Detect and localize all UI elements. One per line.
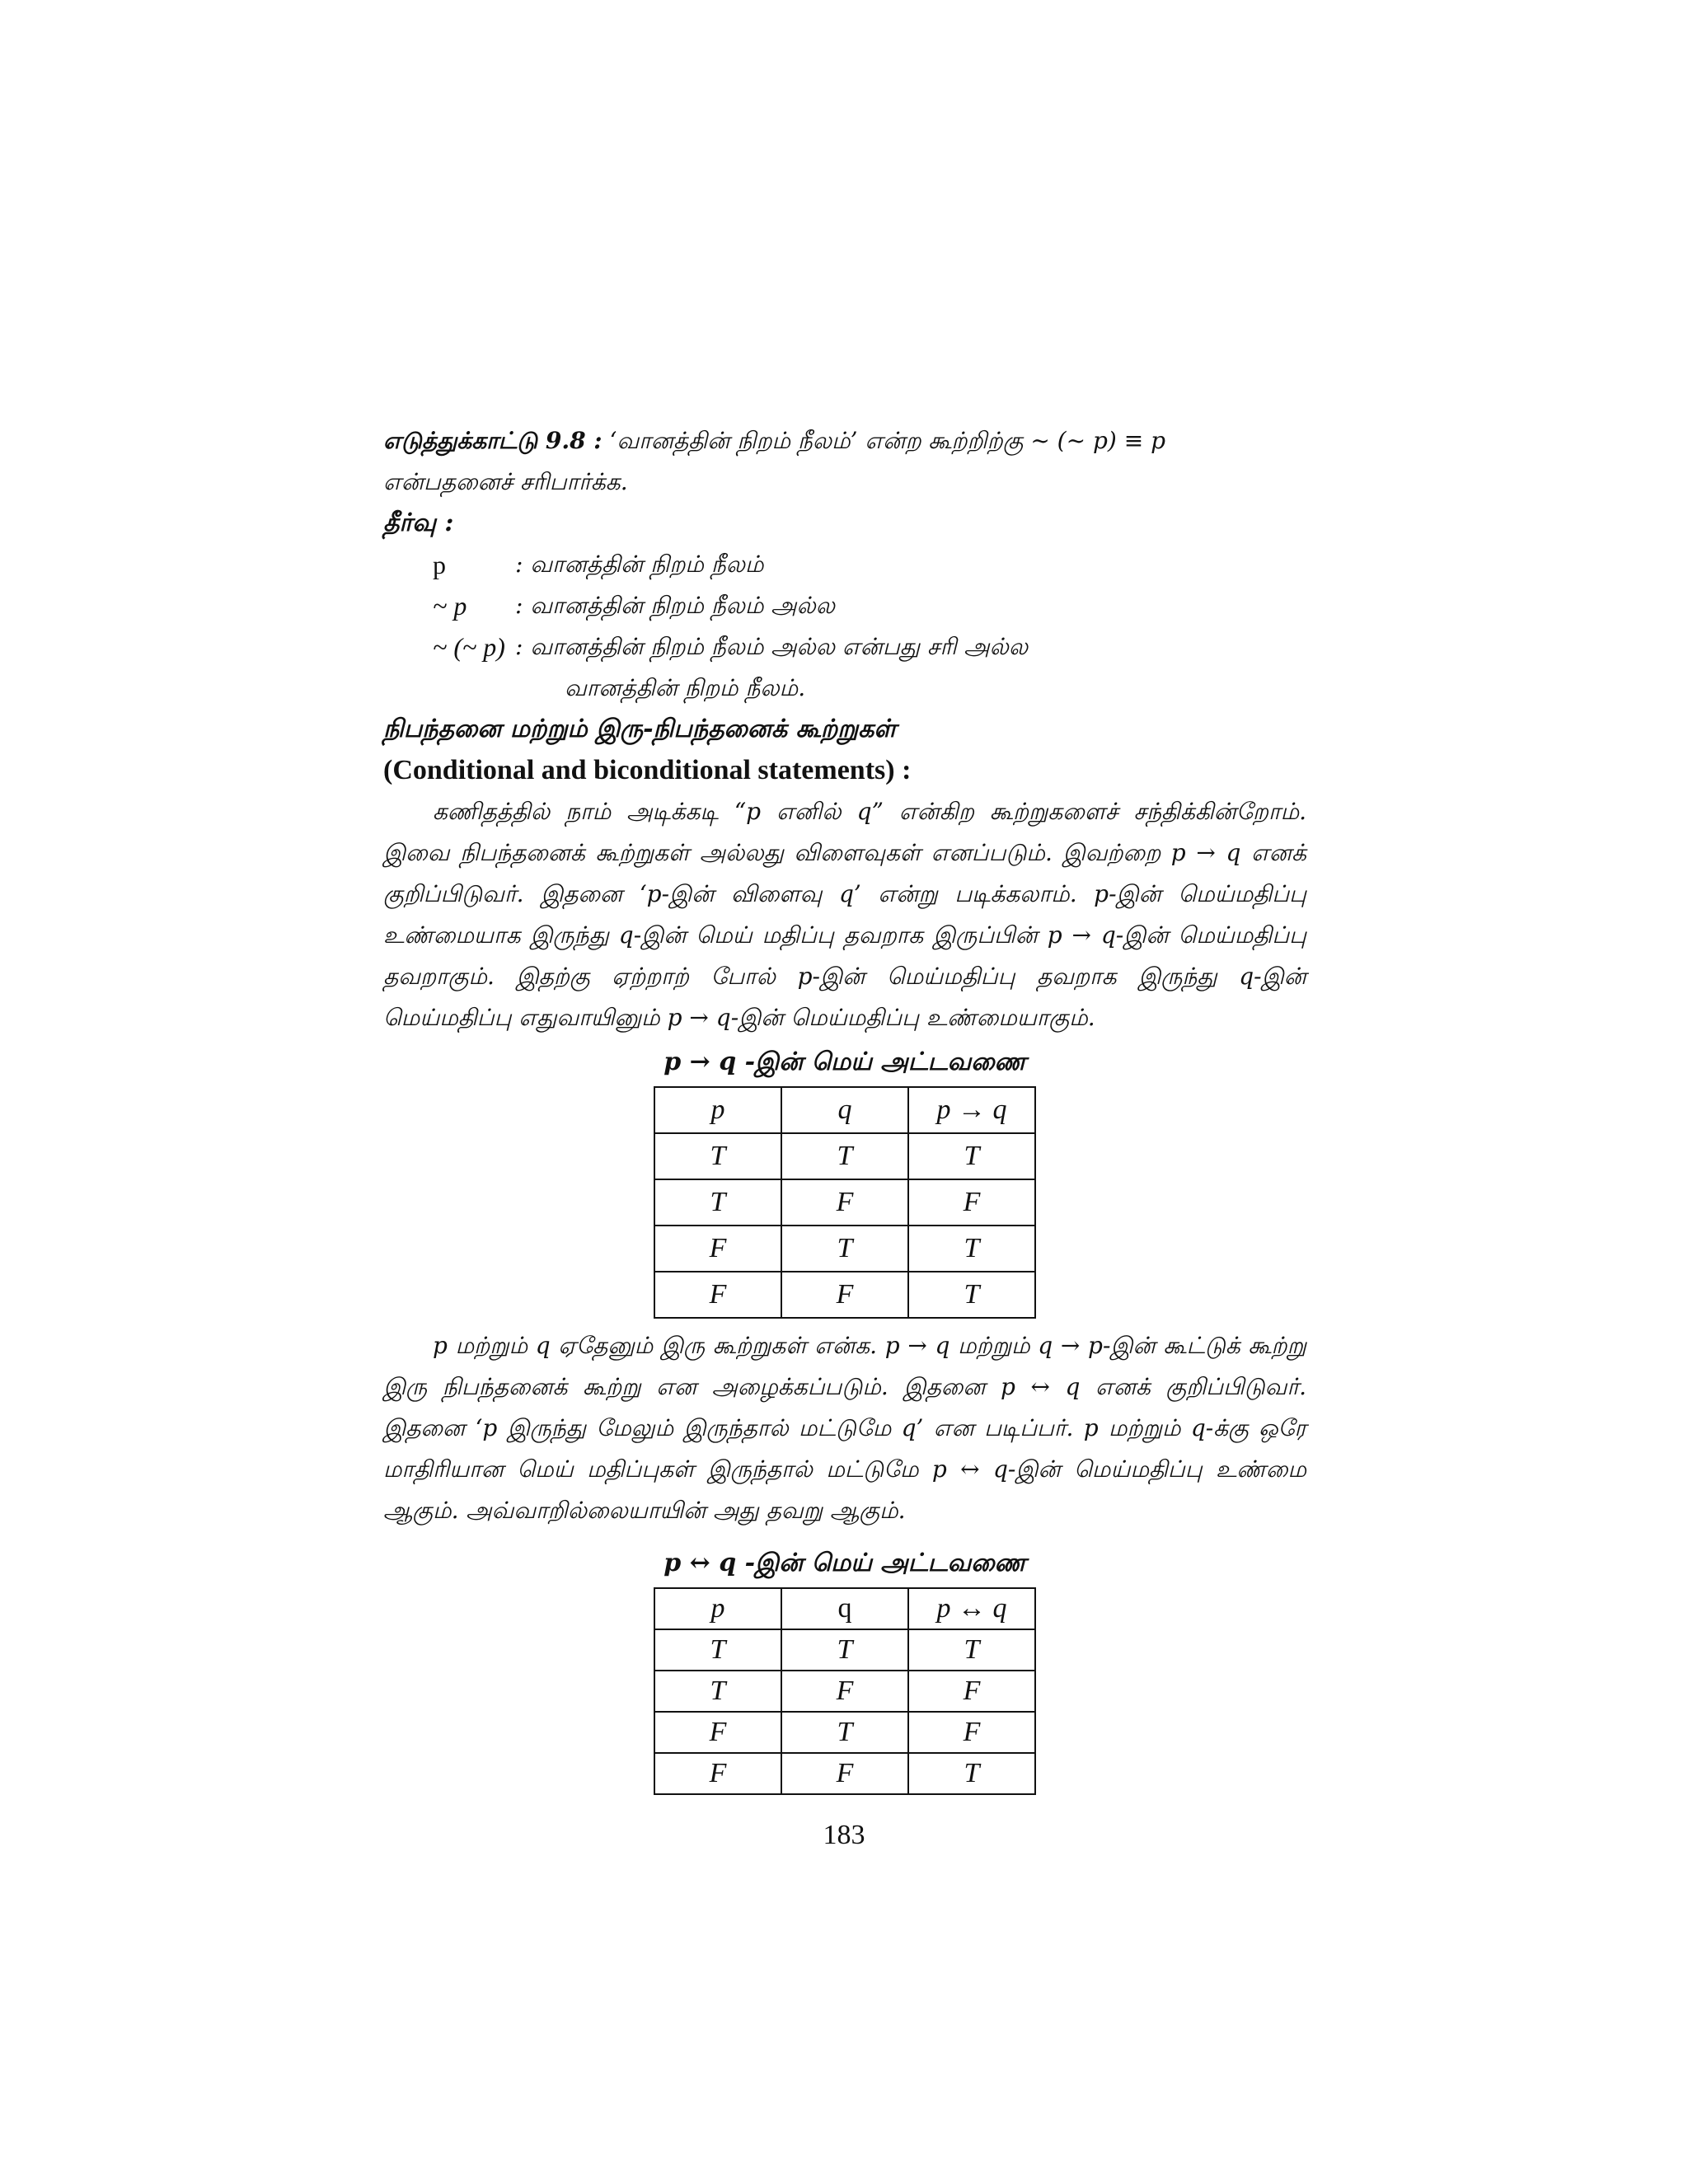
table-header-cell: p ↔ q <box>908 1588 1035 1629</box>
table-cell: T <box>781 1629 908 1671</box>
table-row <box>654 1753 1035 1794</box>
solution-key: ~ (~ p) <box>433 632 505 662</box>
table-cell: F <box>781 1671 908 1712</box>
solution-row <box>433 626 1306 668</box>
table2-title: p ↔ q -இன் மெய் அட்டவணை <box>663 1549 1026 1577</box>
table-cell: T <box>654 1179 781 1226</box>
table-cell: T <box>781 1226 908 1272</box>
example-text-continued: என்பதனைச் சரிபார்க்க. <box>383 468 628 495</box>
solution-block <box>433 544 1306 709</box>
section-tamil-title: நிபந்தனை மற்றும் இரு-நிபந்தனைக் கூற்றுகள் <box>383 715 897 743</box>
page-number: 183 <box>823 1820 865 1850</box>
table-cell: T <box>908 1753 1035 1794</box>
solution-row <box>433 544 1306 585</box>
solution-key: p <box>433 550 446 579</box>
table-header-cell: q <box>781 1588 908 1629</box>
table-cell: T <box>908 1272 1035 1318</box>
table-row <box>654 1179 1035 1226</box>
example-text: ‘வானத்தின் நிறம் நீலம்’ என்ற கூற்றிற்கு ~ (~ p) ≡ p <box>609 427 1165 454</box>
solution-value: : வானத்தின் நிறம் நீலம் அல்ல <box>515 592 836 619</box>
table-cell: T <box>654 1629 781 1671</box>
table-header-cell: p → q <box>908 1087 1035 1133</box>
table-header-cell: p <box>654 1588 781 1629</box>
solution-row <box>433 585 1306 626</box>
example-label: எடுத்துக்காட்டு 9.8 : <box>383 427 603 454</box>
table-cell: F <box>654 1226 781 1272</box>
table-header-cell: p <box>654 1087 781 1133</box>
solution-key: ~ p <box>433 591 467 621</box>
table-cell: T <box>781 1133 908 1179</box>
table-cell: F <box>781 1753 908 1794</box>
table-row <box>654 1226 1035 1272</box>
table-cell: F <box>908 1671 1035 1712</box>
table-row <box>654 1712 1035 1753</box>
table-row <box>654 1671 1035 1712</box>
truth-table-biconditional <box>654 1587 1036 1795</box>
table-header-row <box>654 1588 1035 1629</box>
table-cell: F <box>654 1712 781 1753</box>
table-cell: T <box>908 1226 1035 1272</box>
solution-value: : வானத்தின் நிறம் நீலம் <box>515 551 764 578</box>
solution-label: தீர்வு : <box>383 509 454 537</box>
table-header-row <box>654 1087 1035 1133</box>
solution-continuation: வானத்தின் நிறம் நீலம். <box>565 674 806 701</box>
table-cell: T <box>781 1712 908 1753</box>
table-cell: F <box>781 1179 908 1226</box>
example-header <box>383 420 1306 462</box>
table-cell: F <box>781 1272 908 1318</box>
table-cell: F <box>908 1179 1035 1226</box>
section-english-title: (Conditional and biconditional statements) : <box>383 755 912 785</box>
paragraph-conditional: கணிதத்தில் நாம் அடிக்கடி “p எனில் q” என்கிற கூற்றுகளைச் சந்திக்கின்றோம். இவை நிபந்தனைக் கூற்றுகள் அல்லது விளைவுகள் எனப்படும். இவற்றை p → q எனக் குறிப்பிடுவர். இதனை ‘p-இன் விளைவு q’ என்று படிக்கலாம். p-இன் மெய்மதிப்பு உண்மையாக இருந்து q-இன் மெய் மதிப்பு தவறாக இருப்பின் p → q-இன் மெய்மதிப்பு தவறாகும். இதற்கு ஏற்றாற் போல் p-இன் மெய்மதிப்பு தவறாக இருந்து q-இன் மெய்மதிப்பு எதுவாயினும் p → q-இன் மெய்மதிப்பு உண்மையாகும். <box>383 798 1306 1031</box>
table-cell: T <box>654 1671 781 1712</box>
page-content <box>383 420 1306 1795</box>
table1-title: p → q -இன் மெய் அட்டவணை <box>663 1047 1026 1076</box>
paragraph-biconditional: p மற்றும் q ஏதேனும் இரு கூற்றுகள் என்க. p → q மற்றும் q → p-இன் கூட்டுக் கூற்று இரு நிபந்தனைக் கூற்று என அழைக்கப்படும். இதனை p ↔ q எனக் குறிப்பிடுவர். இதனை ‘p இருந்து மேலும் இருந்தால் மட்டுமே q’ என படிப்பர். p மற்றும் q-க்கு ஒரே மாதிரியான மெய் மதிப்புகள் இருந்தால் மட்டுமே p ↔ q-இன் மெய்மதிப்பு உண்மை ஆகும். அவ்வாறில்லையாயின் அது தவறு ஆகும். <box>383 1332 1306 1524</box>
table-cell: T <box>908 1133 1035 1179</box>
solution-value: : வானத்தின் நிறம் நீலம் அல்ல என்பது சரி அல்ல <box>515 633 1029 660</box>
table-cell: T <box>654 1133 781 1179</box>
truth-table-conditional <box>654 1086 1036 1319</box>
table-row <box>654 1629 1035 1671</box>
table-row <box>654 1272 1035 1318</box>
table-header-cell: q <box>781 1087 908 1133</box>
table-row <box>654 1133 1035 1179</box>
table-cell: F <box>654 1272 781 1318</box>
table-cell: F <box>654 1753 781 1794</box>
table-cell: T <box>908 1629 1035 1671</box>
table-cell: F <box>908 1712 1035 1753</box>
